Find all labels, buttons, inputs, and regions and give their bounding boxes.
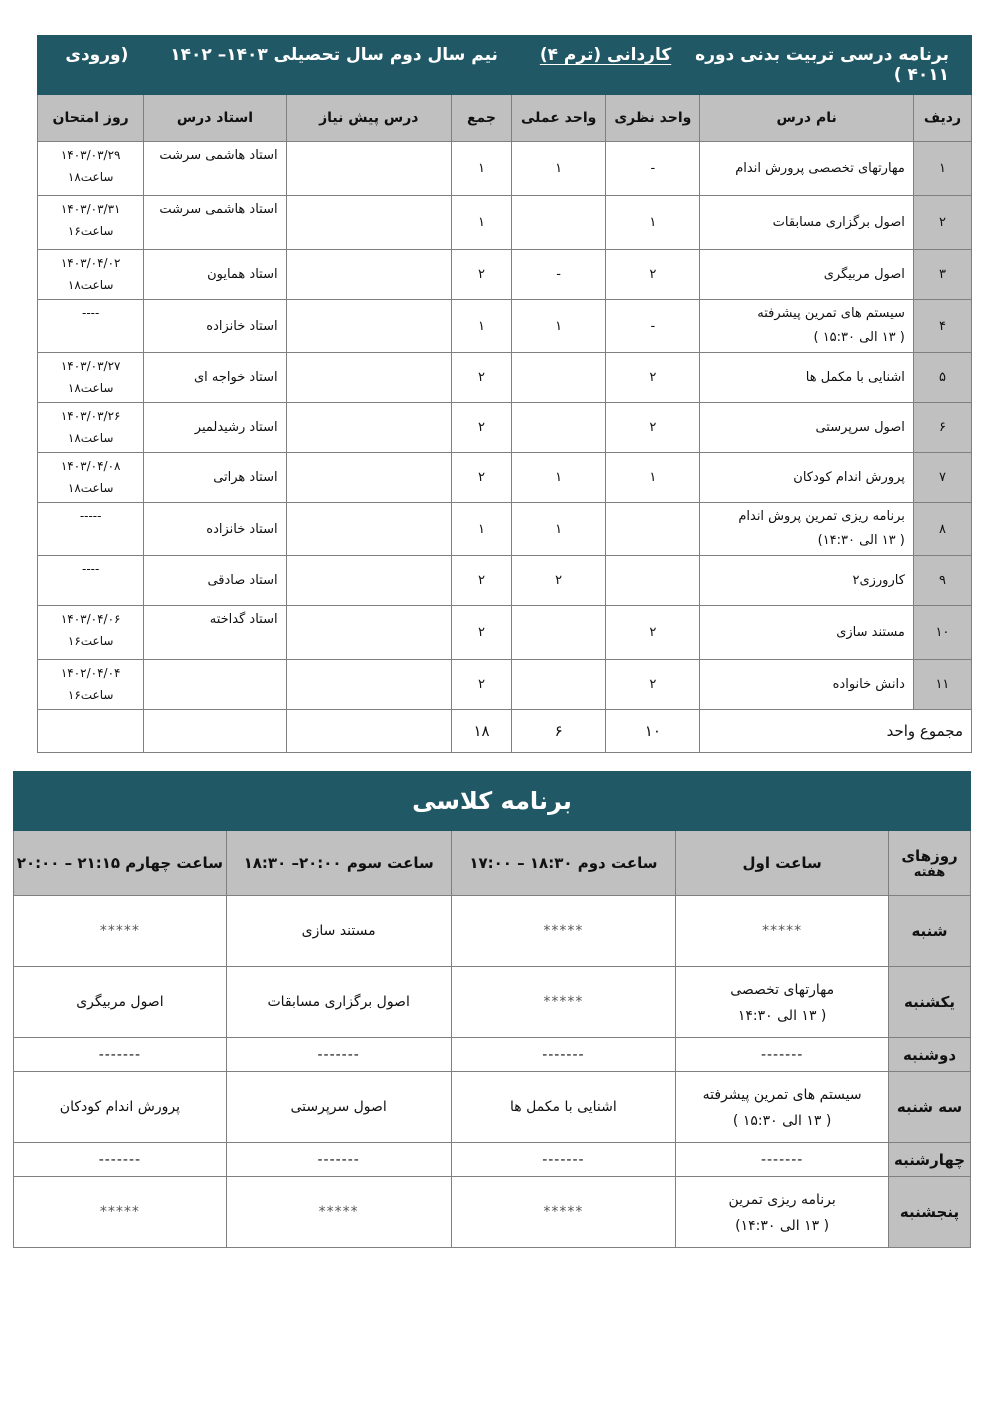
schedule-row	[14, 896, 971, 967]
curriculum-header-row	[38, 95, 972, 142]
exam-day	[38, 250, 144, 300]
row-number: ۹	[913, 556, 971, 606]
teacher: استاد همایون	[144, 250, 286, 300]
total-units: ۱	[451, 300, 511, 353]
theory-units: ۲	[606, 403, 700, 453]
slot1-course: سیستم های تمرین پیشرفته	[702, 1087, 862, 1103]
total-units: ۱	[451, 503, 511, 556]
total-units: ۲	[451, 556, 511, 606]
slot3-cell: -------	[226, 1143, 451, 1177]
exam-day	[38, 300, 144, 353]
slot4-cell: اصول مربیگری	[14, 967, 227, 1038]
exam-time: ساعت۱۸	[67, 278, 114, 292]
prerequisite	[286, 660, 451, 710]
exam-day	[38, 503, 144, 556]
course-name	[700, 300, 913, 353]
teacher: استاد صادقی	[144, 556, 286, 606]
exam-date: ۱۴۰۲/۰۴/۰۴	[60, 666, 121, 680]
course-name	[700, 403, 913, 453]
exam-date: ۱۴۰۳/۰۴/۰۸	[60, 459, 121, 473]
practical-units	[512, 660, 606, 710]
exam-date: ۱۴۰۳/۰۳/۲۷	[60, 359, 121, 373]
col-header-prerequisite: درس پیش نیاز	[286, 95, 451, 142]
slot3-cell: *****	[226, 1177, 451, 1248]
title-program: برنامه درسی تربیت بدنی دوره	[695, 45, 949, 65]
theory-units	[606, 556, 700, 606]
course-row	[38, 556, 972, 606]
course-name	[700, 453, 913, 503]
weekday: دوشنبه	[889, 1038, 971, 1072]
prerequisite	[286, 606, 451, 660]
slot1-course: -------	[760, 1046, 804, 1063]
exam-day	[38, 606, 144, 660]
course-name-text: سیستم های تمرین پیشرفته	[757, 306, 905, 321]
theory-units: ۲	[606, 353, 700, 403]
curriculum-title	[38, 36, 972, 95]
prerequisite	[286, 250, 451, 300]
slot1-time-note: ( ۱۳ الی ۱۵:۳۰ )	[732, 1113, 832, 1129]
schedule-row	[14, 1177, 971, 1248]
col-header-total: جمع	[451, 95, 511, 142]
weekdays-line2: هفته	[913, 864, 946, 880]
exam-date: ۱۴۰۳/۰۳/۲۶	[60, 409, 121, 423]
weekday: سه شنبه	[889, 1072, 971, 1143]
slot4-cell: -------	[14, 1038, 227, 1072]
slot3-cell: اصول سرپرستی	[226, 1072, 451, 1143]
exam-date: ----	[81, 306, 100, 320]
col-header-theory-units: واحد نظری	[606, 95, 700, 142]
total-units: ۲	[451, 453, 511, 503]
weekday: شنبه	[889, 896, 971, 967]
weekday: پنجشنبه	[889, 1177, 971, 1248]
exam-day	[38, 556, 144, 606]
course-name	[700, 556, 913, 606]
schedule-row	[14, 1143, 971, 1177]
theory-units	[606, 503, 700, 556]
course-name-text: اشنایی با مکمل ها	[805, 369, 905, 385]
exam-time: ساعت۱۶	[67, 224, 114, 238]
slot4-cell: -------	[14, 1143, 227, 1177]
slot1-course: -------	[760, 1151, 804, 1168]
course-name-text: پرورش اندام کودکان	[793, 469, 905, 485]
total-row	[38, 710, 972, 753]
theory-units: ۲	[606, 606, 700, 660]
course-name	[700, 196, 913, 250]
col-header-practical-units: واحد عملی	[512, 95, 606, 142]
practical-units: ۱	[512, 300, 606, 353]
course-name-text: کارورزی۲	[852, 572, 905, 588]
total-theory: ۱۰	[606, 710, 700, 753]
col-header-teacher: استاد درس	[144, 95, 286, 142]
course-name-text: اصول برگزاری مسابقات	[772, 214, 905, 230]
theory-units: -	[606, 300, 700, 353]
total-teacher	[144, 710, 286, 753]
prerequisite	[286, 300, 451, 353]
slot4-cell: پرورش اندام کودکان	[14, 1072, 227, 1143]
total-exam	[38, 710, 144, 753]
course-row	[38, 353, 972, 403]
theory-units: ۲	[606, 660, 700, 710]
exam-date: ۱۴۰۳/۰۴/۰۶	[60, 612, 121, 626]
exam-day	[38, 196, 144, 250]
prerequisite	[286, 503, 451, 556]
teacher: استاد هاشمی سرشت	[144, 142, 286, 196]
exam-day	[38, 660, 144, 710]
title-semester: نیم سال دوم سال تحصیلی ۱۴۰۳– ۱۴۰۲	[170, 45, 498, 65]
schedule-row	[14, 1072, 971, 1143]
exam-day	[38, 453, 144, 503]
theory-units: ۱	[606, 196, 700, 250]
row-number: ۱	[913, 142, 971, 196]
course-row	[38, 403, 972, 453]
exam-date: -----	[79, 509, 102, 523]
slot1-cell	[676, 896, 889, 967]
slot1-cell	[676, 1038, 889, 1072]
practical-units: ۱	[512, 142, 606, 196]
col-header-exam-day: روز امتحان	[38, 95, 144, 142]
course-name	[700, 606, 913, 660]
curriculum-table	[37, 35, 972, 753]
slot1-time-note: ( ۱۳ الی ۱۴:۳۰	[737, 1008, 827, 1024]
teacher: استاد خواجه ای	[144, 353, 286, 403]
row-number: ۷	[913, 453, 971, 503]
total-practical: ۶	[512, 710, 606, 753]
course-name	[700, 660, 913, 710]
slot1-cell	[676, 967, 889, 1038]
course-time-note: ( ۱۳ الی ۱۴:۳۰)	[817, 533, 905, 548]
course-name-text: مهارتهای تخصصی پرورش اندام	[735, 160, 905, 176]
prerequisite	[286, 353, 451, 403]
exam-time: ساعت۱۸	[67, 170, 114, 184]
row-number: ۴	[913, 300, 971, 353]
prerequisite	[286, 403, 451, 453]
exam-day	[38, 142, 144, 196]
teacher: استاد خانزاده	[144, 503, 286, 556]
course-name	[700, 353, 913, 403]
exam-date: ----	[81, 562, 100, 576]
prerequisite	[286, 556, 451, 606]
title-entry: (ورودی ۴۰۱۱ )	[65, 45, 949, 85]
weekdays-line1: روزهای	[901, 846, 958, 865]
course-row	[38, 300, 972, 353]
course-row	[38, 606, 972, 660]
total-units: ۲	[451, 403, 511, 453]
total-sum: ۱۸	[451, 710, 511, 753]
slot1-cell	[676, 1177, 889, 1248]
course-row	[38, 142, 972, 196]
row-number: ۲	[913, 196, 971, 250]
exam-time: ساعت۱۶	[67, 634, 114, 648]
slot1-cell	[676, 1072, 889, 1143]
course-name-text: اصول مربیگری	[823, 266, 905, 282]
course-row	[38, 196, 972, 250]
practical-units: ۱	[512, 453, 606, 503]
slot3-cell: مستند سازی	[226, 896, 451, 967]
row-number: ۱۱	[913, 660, 971, 710]
exam-date: ۱۴۰۳/۰۳/۳۱	[60, 202, 121, 216]
slot2-cell: -------	[451, 1143, 676, 1177]
slot1-course: مهارتهای تخصصی	[730, 982, 835, 998]
total-units: ۱	[451, 196, 511, 250]
slot4-cell: *****	[14, 1177, 227, 1248]
slot2-cell: *****	[451, 1177, 676, 1248]
schedule-title-row	[14, 772, 971, 831]
course-row	[38, 660, 972, 710]
practical-units	[512, 196, 606, 250]
slot2-cell: -------	[451, 1038, 676, 1072]
total-units: ۲	[451, 353, 511, 403]
exam-time: ساعت۱۸	[67, 481, 114, 495]
exam-date: ۱۴۰۳/۰۴/۰۲	[60, 256, 121, 270]
prerequisite	[286, 142, 451, 196]
slot2-cell: *****	[451, 967, 676, 1038]
course-name-text: دانش خانواده	[832, 676, 905, 692]
title-level: کاردانی (ترم ۴)	[539, 45, 672, 65]
exam-time: ساعت۱۸	[67, 381, 114, 395]
exam-time: ساعت۱۸	[67, 431, 114, 445]
course-row	[38, 503, 972, 556]
slot2-cell: اشنایی با مکمل ها	[451, 1072, 676, 1143]
teacher: استاد هاشمی سرشت	[144, 196, 286, 250]
weekday: چهارشنبه	[889, 1143, 971, 1177]
row-number: ۱۰	[913, 606, 971, 660]
exam-date: ۱۴۰۳/۰۳/۲۹	[60, 148, 121, 162]
col-header-weekdays	[889, 831, 971, 896]
practical-units	[512, 606, 606, 660]
slot3-cell: -------	[226, 1038, 451, 1072]
slot4-cell: *****	[14, 896, 227, 967]
teacher: استاد گداخته	[144, 606, 286, 660]
teacher: استاد رشیدلمیر	[144, 403, 286, 453]
row-number: ۸	[913, 503, 971, 556]
slot1-time-note: ( ۱۳ الی ۱۴:۳۰)	[735, 1218, 830, 1234]
practical-units: ۲	[512, 556, 606, 606]
col-header-course-name: نام درس	[700, 95, 913, 142]
curriculum-title-row	[38, 36, 972, 95]
practical-units	[512, 403, 606, 453]
col-header-slot1: ساعت اول	[676, 831, 889, 896]
total-units: ۱	[451, 142, 511, 196]
slot1-course: *****	[762, 923, 803, 939]
exam-day	[38, 403, 144, 453]
practical-units: -	[512, 250, 606, 300]
col-header-row-number: ردیف	[913, 95, 971, 142]
theory-units: -	[606, 142, 700, 196]
schedule-row	[14, 967, 971, 1038]
weekday: یکشنبه	[889, 967, 971, 1038]
total-prereq	[286, 710, 451, 753]
total-units: ۲	[451, 250, 511, 300]
practical-units	[512, 353, 606, 403]
row-number: ۶	[913, 403, 971, 453]
col-header-slot2: ساعت دوم ۱۸:۳۰ – ۱۷:۰۰	[451, 831, 676, 896]
practical-units: ۱	[512, 503, 606, 556]
schedule-row	[14, 1038, 971, 1072]
course-name-text: اصول سرپرستی	[815, 419, 905, 435]
total-units: ۲	[451, 660, 511, 710]
course-row	[38, 250, 972, 300]
teacher	[144, 660, 286, 710]
slot1-course: برنامه ریزی تمرین	[728, 1192, 836, 1208]
course-name	[700, 250, 913, 300]
course-time-note: ( ۱۳ الی ۱۵:۳۰ )	[813, 330, 905, 345]
teacher: استاد خانزاده	[144, 300, 286, 353]
row-number: ۳	[913, 250, 971, 300]
class-schedule-table	[13, 771, 971, 1248]
prerequisite	[286, 453, 451, 503]
schedule-header-row	[14, 831, 971, 896]
theory-units: ۱	[606, 453, 700, 503]
theory-units: ۲	[606, 250, 700, 300]
exam-time: ساعت۱۶	[67, 688, 114, 702]
course-name	[700, 503, 913, 556]
slot3-cell: اصول برگزاری مسابقات	[226, 967, 451, 1038]
total-label: مجموع واحد	[700, 710, 972, 753]
col-header-slot3: ساعت سوم ۲۰:۰۰– ۱۸:۳۰	[226, 831, 451, 896]
col-header-slot4: ساعت چهارم ۲۱:۱۵ – ۲۰:۰۰	[14, 831, 227, 896]
course-name-text: برنامه ریزی تمرین پروش اندام	[738, 509, 905, 524]
course-row	[38, 453, 972, 503]
row-number: ۵	[913, 353, 971, 403]
slot1-cell	[676, 1143, 889, 1177]
prerequisite	[286, 196, 451, 250]
slot2-cell: *****	[451, 896, 676, 967]
teacher: استاد هراتی	[144, 453, 286, 503]
schedule-title: برنامه کلاسی	[14, 772, 971, 831]
exam-day	[38, 353, 144, 403]
course-name-text: مستند سازی	[836, 624, 905, 640]
total-units: ۲	[451, 606, 511, 660]
course-name	[700, 142, 913, 196]
